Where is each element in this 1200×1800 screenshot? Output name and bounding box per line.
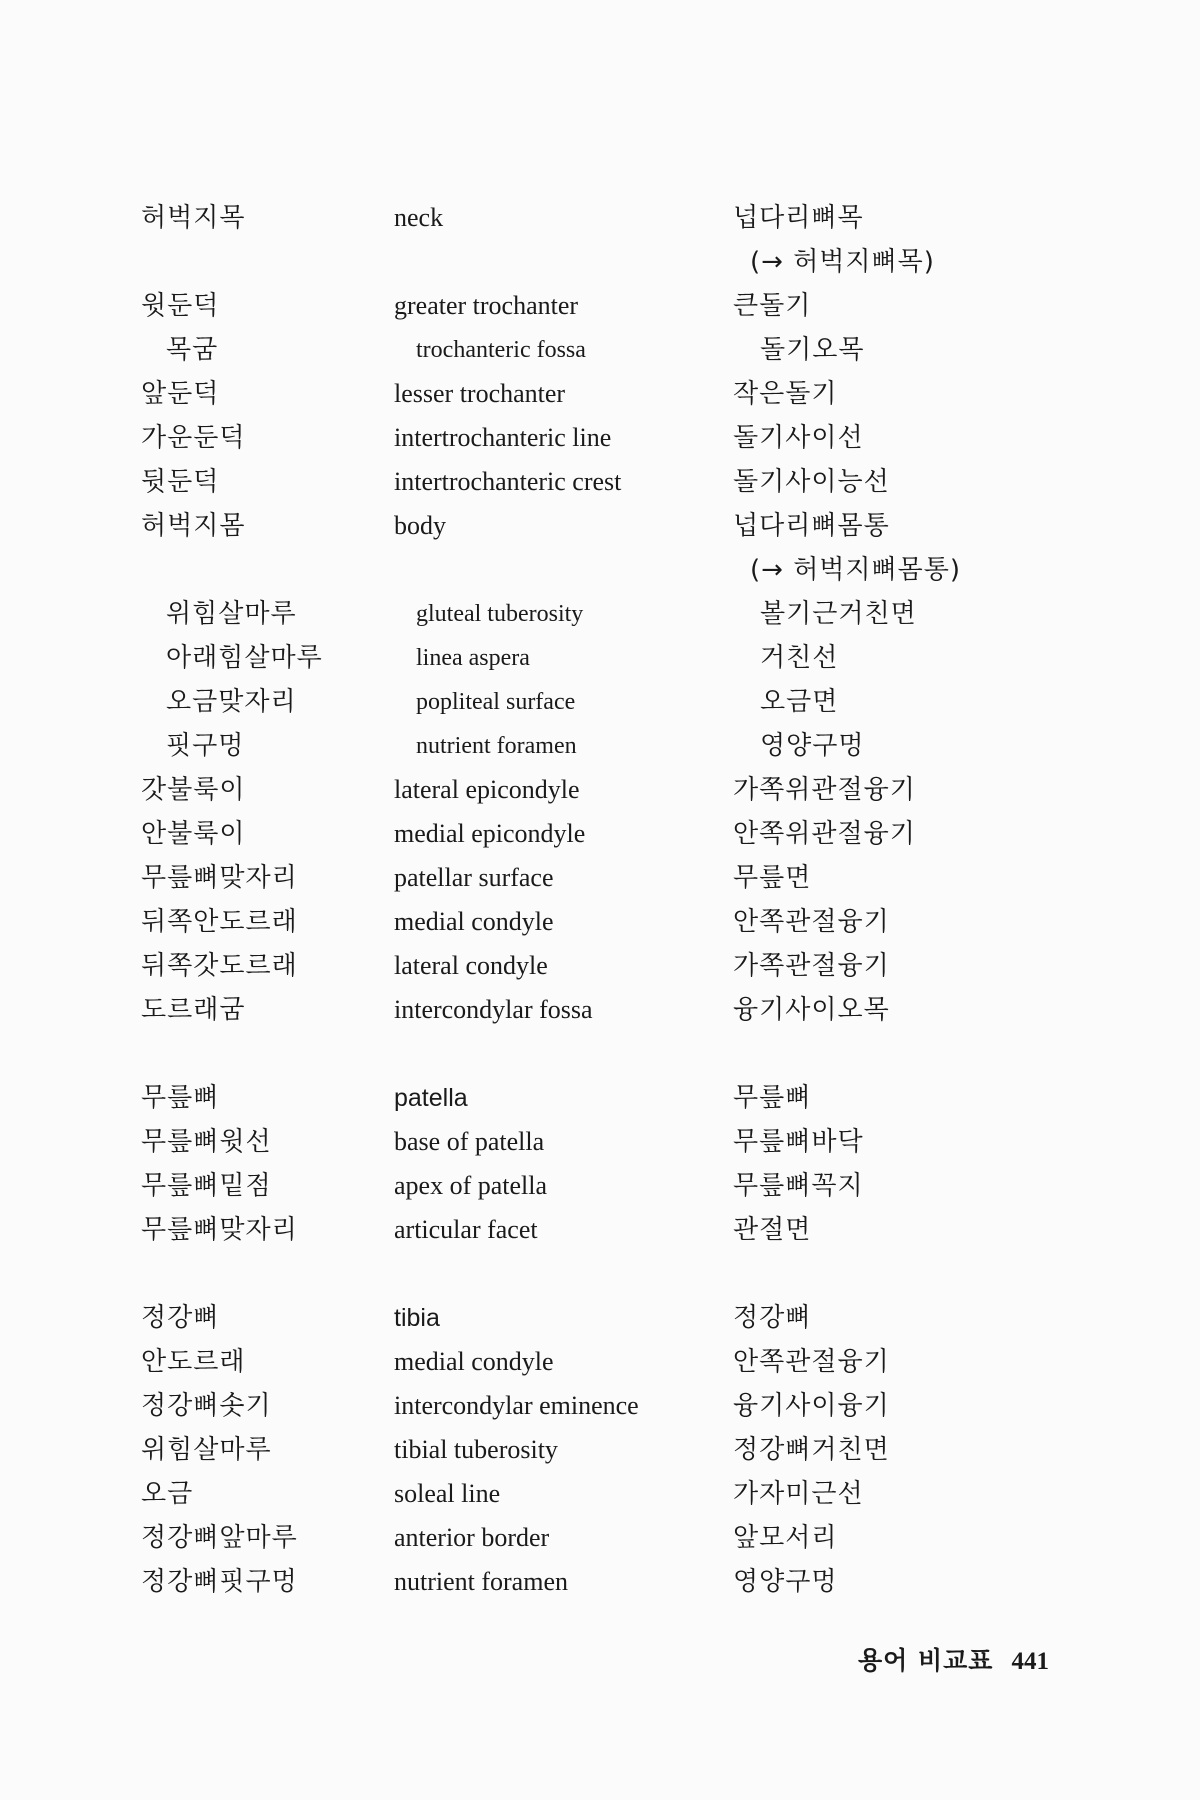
korean-term: 안도르래 [141, 1347, 246, 1377]
standard-term: 넙다리뼈목 [733, 203, 864, 233]
standard-term: 가쪽위관절융기 [733, 775, 916, 805]
standard-term: 볼기근거친면 [760, 599, 917, 629]
english-term: lateral epicondyle [394, 775, 580, 804]
korean-term: 안불룩이 [141, 819, 246, 849]
english-term: nutrient foramen [416, 733, 577, 759]
english-term: patellar surface [394, 863, 554, 892]
standard-term: 안쪽관절융기 [733, 1347, 890, 1377]
english-term: trochanteric fossa [416, 337, 586, 363]
english-term: nutrient foramen [394, 1567, 568, 1596]
standard-term: 돌기사이선 [733, 423, 864, 453]
term-row [0, 768, 1200, 812]
standard-term: 안쪽관절융기 [733, 907, 890, 937]
english-term: apex of patella [394, 1171, 548, 1200]
term-row [0, 284, 1200, 328]
english-term: soleal line [394, 1479, 501, 1508]
korean-term: 무릎뼈맞자리 [141, 863, 298, 893]
korean-term: 허벅지목 [141, 203, 246, 233]
standard-term: 넙다리뼈몸통 [733, 511, 890, 541]
english-term: anterior border [394, 1523, 550, 1552]
english-term: patella [394, 1084, 468, 1112]
term-row [0, 680, 1200, 724]
term-comparison-table [0, 196, 1200, 1604]
korean-term: 무릎뼈 [141, 1083, 220, 1113]
term-row [0, 900, 1200, 944]
term-row [0, 1296, 1200, 1340]
standard-term: 돌기오목 [760, 335, 865, 365]
korean-term: 무릎뼈맞자리 [141, 1215, 298, 1245]
english-term: body [394, 511, 446, 540]
standard-term: 관절면 [733, 1215, 812, 1245]
term-row [0, 636, 1200, 680]
korean-term: 핏구멍 [166, 731, 245, 761]
korean-term: 앞둔덕 [141, 379, 220, 409]
korean-term: 정강뼈솟기 [141, 1391, 272, 1421]
english-term: linea aspera [416, 645, 530, 671]
page-number: 441 [1011, 1648, 1049, 1675]
term-row [0, 592, 1200, 636]
term-row [0, 856, 1200, 900]
term-row [0, 1560, 1200, 1604]
standard-term: 거친선 [760, 643, 839, 673]
term-row [0, 1076, 1200, 1120]
english-term: base of patella [394, 1127, 545, 1156]
term-row [0, 504, 1200, 548]
korean-term: 정강뼈핏구멍 [141, 1567, 298, 1597]
term-row [0, 460, 1200, 504]
english-term: popliteal surface [416, 689, 576, 715]
korean-term: 위힘살마루 [141, 1435, 272, 1465]
english-term: medial condyle [394, 907, 554, 936]
term-row [0, 1428, 1200, 1472]
english-term: medial condyle [394, 1347, 554, 1376]
standard-term: 영양구멍 [760, 731, 865, 761]
english-term: medial epicondyle [394, 819, 586, 848]
korean-term: 오금맞자리 [166, 687, 297, 717]
korean-term: 정강뼈앞마루 [141, 1523, 298, 1553]
korean-term: 도르래굼 [141, 995, 246, 1025]
korean-term: 뒤쪽안도르래 [141, 907, 298, 937]
korean-term: 가운둔덕 [141, 423, 246, 453]
english-term: intertrochanteric crest [394, 467, 622, 496]
standard-term: 영양구멍 [733, 1567, 838, 1597]
standard-term: 무릎뼈 [733, 1083, 812, 1113]
standard-term: 융기사이오목 [733, 995, 890, 1025]
english-term: lesser trochanter [394, 379, 566, 408]
term-row [0, 548, 1200, 592]
term-row [0, 988, 1200, 1032]
standard-term: 큰돌기 [733, 291, 812, 321]
term-row [0, 1384, 1200, 1428]
korean-term: 허벅지몸 [141, 511, 246, 541]
footer-title: 용어 비교표 [858, 1646, 994, 1675]
term-row [0, 1120, 1200, 1164]
term-row [0, 1516, 1200, 1560]
english-term: lateral condyle [394, 951, 548, 980]
standard-term: (→ 허벅지뼈목) [750, 247, 935, 277]
standard-term: (→ 허벅지뼈몸통) [750, 555, 962, 585]
section-gap [0, 1252, 1200, 1296]
english-term: tibia [394, 1304, 440, 1332]
english-term: intertrochanteric line [394, 423, 612, 452]
page-footer [858, 1641, 1049, 1681]
standard-term: 앞모서리 [733, 1523, 838, 1553]
english-term: tibial tuberosity [394, 1435, 558, 1464]
korean-term: 뒷둔덕 [141, 467, 220, 497]
standard-term: 오금면 [760, 687, 839, 717]
english-term: neck [394, 203, 444, 232]
term-row [0, 416, 1200, 460]
standard-term: 정강뼈 [733, 1303, 812, 1333]
term-row [0, 328, 1200, 372]
term-row [0, 1472, 1200, 1516]
english-term: greater trochanter [394, 291, 579, 320]
korean-term: 윗둔덕 [141, 291, 220, 321]
english-term: intercondylar fossa [394, 995, 593, 1024]
standard-term: 작은돌기 [733, 379, 838, 409]
korean-term: 뒤쪽갓도르래 [141, 951, 298, 981]
term-row [0, 1340, 1200, 1384]
term-row [0, 944, 1200, 988]
standard-term: 무릎뼈바닥 [733, 1127, 864, 1157]
standard-term: 가자미근선 [733, 1479, 864, 1509]
standard-term: 가쪽관절융기 [733, 951, 890, 981]
term-row [0, 196, 1200, 240]
standard-term: 무릎면 [733, 863, 812, 893]
english-term: intercondylar eminence [394, 1391, 639, 1420]
standard-term: 안쪽위관절융기 [733, 819, 916, 849]
korean-term: 오금 [141, 1479, 194, 1509]
korean-term: 갓불룩이 [141, 775, 246, 805]
term-row [0, 812, 1200, 856]
standard-term: 무릎뼈꼭지 [733, 1171, 864, 1201]
english-term: articular facet [394, 1215, 538, 1244]
korean-term: 위힘살마루 [166, 599, 297, 629]
standard-term: 돌기사이능선 [733, 467, 890, 497]
term-row [0, 372, 1200, 416]
korean-term: 목굼 [166, 335, 219, 365]
term-row [0, 724, 1200, 768]
korean-term: 아래힘살마루 [166, 643, 323, 673]
term-row [0, 1164, 1200, 1208]
term-row [0, 1208, 1200, 1252]
korean-term: 정강뼈 [141, 1303, 220, 1333]
term-row [0, 240, 1200, 284]
standard-term: 정강뼈거친면 [733, 1435, 890, 1465]
korean-term: 무릎뼈윗선 [141, 1127, 272, 1157]
english-term: gluteal tuberosity [416, 601, 584, 627]
section-gap [0, 1032, 1200, 1076]
korean-term: 무릎뼈밑점 [141, 1171, 272, 1201]
standard-term: 융기사이융기 [733, 1391, 890, 1421]
